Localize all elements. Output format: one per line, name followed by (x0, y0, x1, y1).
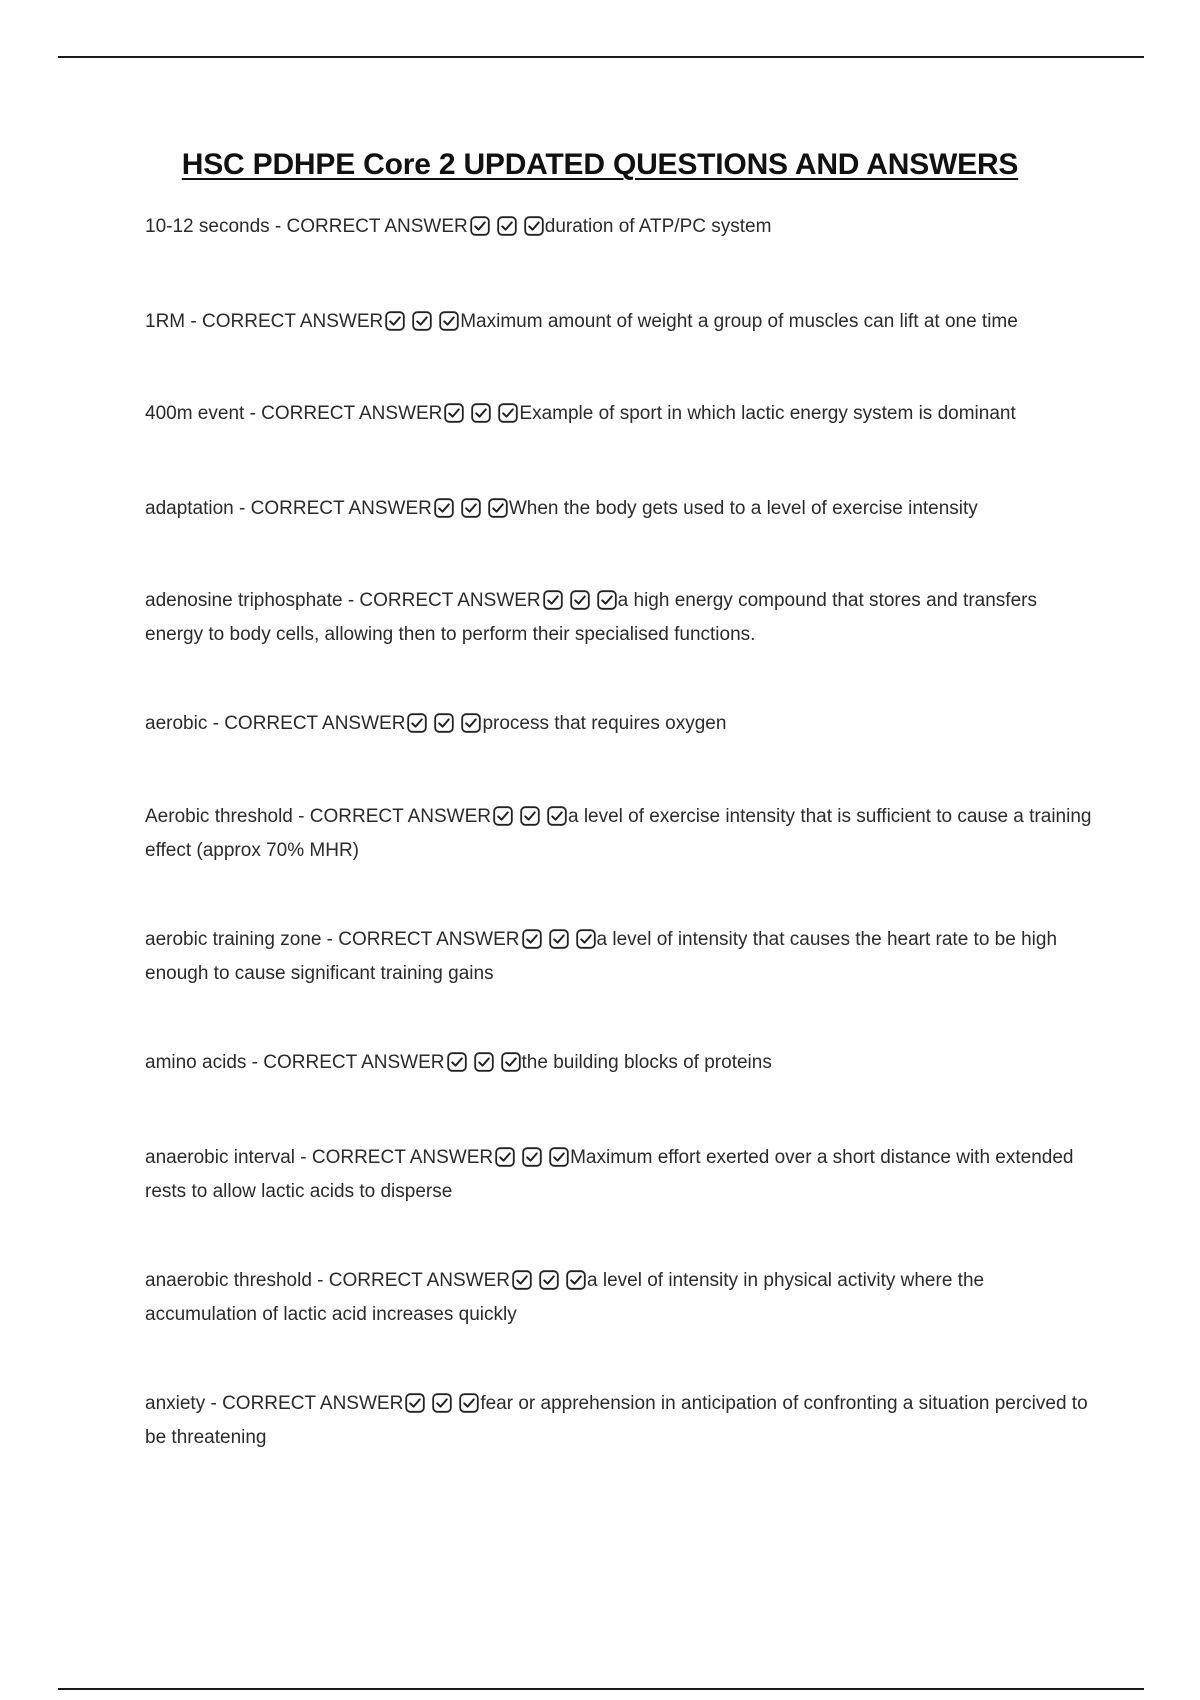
document-title: HSC PDHPE Core 2 UPDATED QUESTIONS AND ANSWERS (181, 148, 1019, 181)
qa-definition: a level of exercise intensity that is sufficient to cause a training effect (approx 70% MHR) (145, 806, 1092, 861)
qa-item (145, 709, 1095, 743)
page-bottom-rule (58, 1688, 1144, 1690)
check-group (383, 311, 459, 341)
qa-item (145, 1048, 1095, 1082)
checkbox-checked-icon (539, 1270, 559, 1290)
qa-item (145, 494, 1095, 528)
checkbox-checked-icon (439, 311, 459, 331)
check-group (541, 590, 617, 620)
checkbox-checked-icon (512, 1270, 532, 1290)
checkbox-checked-icon (543, 590, 563, 610)
checkbox-checked-icon (495, 1147, 515, 1167)
qa-definition: Maximum effort exerted over a short distance with extended rests to allow lactic acids to disperse (145, 1147, 1074, 1202)
checkbox-checked-icon (474, 1052, 494, 1072)
qa-term: amino acids - CORRECT ANSWER (145, 1052, 445, 1073)
qa-term: aerobic training zone - CORRECT ANSWER (145, 929, 520, 950)
checkbox-checked-icon (444, 403, 464, 423)
checkbox-checked-icon (549, 929, 569, 949)
qa-item (145, 212, 1095, 246)
qa-item (145, 1266, 1095, 1330)
checkbox-checked-icon (501, 1052, 521, 1072)
check-group (468, 216, 544, 246)
checkbox-checked-icon (432, 1393, 452, 1413)
checkbox-checked-icon (547, 806, 567, 826)
qa-definition: a level of intensity that causes the heart rate to be high enough to cause significant training gains (145, 929, 1058, 984)
check-group (442, 403, 518, 433)
check-group (493, 1147, 569, 1177)
qa-item (145, 1143, 1095, 1207)
qa-definition: When the body gets used to a level of exercise intensity (508, 498, 978, 519)
checkbox-checked-icon (470, 216, 490, 236)
checkbox-checked-icon (447, 1052, 467, 1072)
checkbox-checked-icon (385, 311, 405, 331)
qa-term: adaptation - CORRECT ANSWER (145, 498, 432, 519)
checkbox-checked-icon (576, 929, 596, 949)
checkbox-checked-icon (520, 806, 540, 826)
checkbox-checked-icon (597, 590, 617, 610)
qa-item (145, 925, 1095, 989)
checkbox-checked-icon (434, 498, 454, 518)
qa-term: anxiety - CORRECT ANSWER (145, 1393, 404, 1414)
checkbox-checked-icon (488, 498, 508, 518)
checkbox-checked-icon (570, 590, 590, 610)
qa-definition: Example of sport in which lactic energy system is dominant (519, 403, 1016, 424)
checkbox-checked-icon (549, 1147, 569, 1167)
check-group (520, 929, 596, 959)
qa-definition: process that requires oxygen (482, 713, 727, 734)
qa-definition: duration of ATP/PC system (544, 216, 772, 237)
checkbox-checked-icon (461, 498, 481, 518)
check-group (445, 1052, 521, 1082)
qa-term: anaerobic interval - CORRECT ANSWER (145, 1147, 494, 1168)
qa-term: adenosine triphosphate - CORRECT ANSWER (145, 590, 541, 611)
checkbox-checked-icon (522, 929, 542, 949)
qa-item (145, 1389, 1095, 1453)
checkbox-checked-icon (459, 1393, 479, 1413)
checkbox-checked-icon (471, 403, 491, 423)
check-group (403, 1393, 479, 1423)
checkbox-checked-icon (566, 1270, 586, 1290)
qa-definition: a level of intensity in physical activity where the accumulation of lactic acid increases quickly (145, 1270, 985, 1325)
checkbox-checked-icon (407, 713, 427, 733)
page-top-rule (58, 56, 1144, 58)
checkbox-checked-icon (493, 806, 513, 826)
checkbox-checked-icon (405, 1393, 425, 1413)
qa-term: 400m event - CORRECT ANSWER (145, 403, 443, 424)
check-group (491, 806, 567, 836)
qa-item (145, 802, 1095, 866)
checkbox-checked-icon (412, 311, 432, 331)
qa-item (145, 586, 1095, 650)
qa-definition: Maximum amount of weight a group of muscles can lift at one time (460, 311, 1018, 332)
checkbox-checked-icon (522, 1147, 542, 1167)
qa-definition: the building blocks of proteins (521, 1052, 772, 1073)
checkbox-checked-icon (497, 216, 517, 236)
qa-term: anaerobic threshold - CORRECT ANSWER (145, 1270, 510, 1291)
qa-term: Aerobic threshold - CORRECT ANSWER (145, 806, 491, 827)
qa-item (145, 307, 1095, 341)
checkbox-checked-icon (524, 216, 544, 236)
qa-item (145, 399, 1095, 433)
checkbox-checked-icon (461, 713, 481, 733)
qa-term: 10-12 seconds - CORRECT ANSWER (145, 216, 468, 237)
check-group (405, 713, 481, 743)
check-group (432, 498, 508, 528)
checkbox-checked-icon (434, 713, 454, 733)
qa-term: aerobic - CORRECT ANSWER (145, 713, 406, 734)
check-group (510, 1270, 586, 1300)
qa-definition: fear or apprehension in anticipation of confronting a situation percived to be threatening (145, 1393, 1088, 1448)
qa-term: 1RM - CORRECT ANSWER (145, 311, 384, 332)
checkbox-checked-icon (498, 403, 518, 423)
qa-definition: a high energy compound that stores and transfers energy to body cells, allowing then to perform their specialised functions. (145, 590, 1037, 645)
